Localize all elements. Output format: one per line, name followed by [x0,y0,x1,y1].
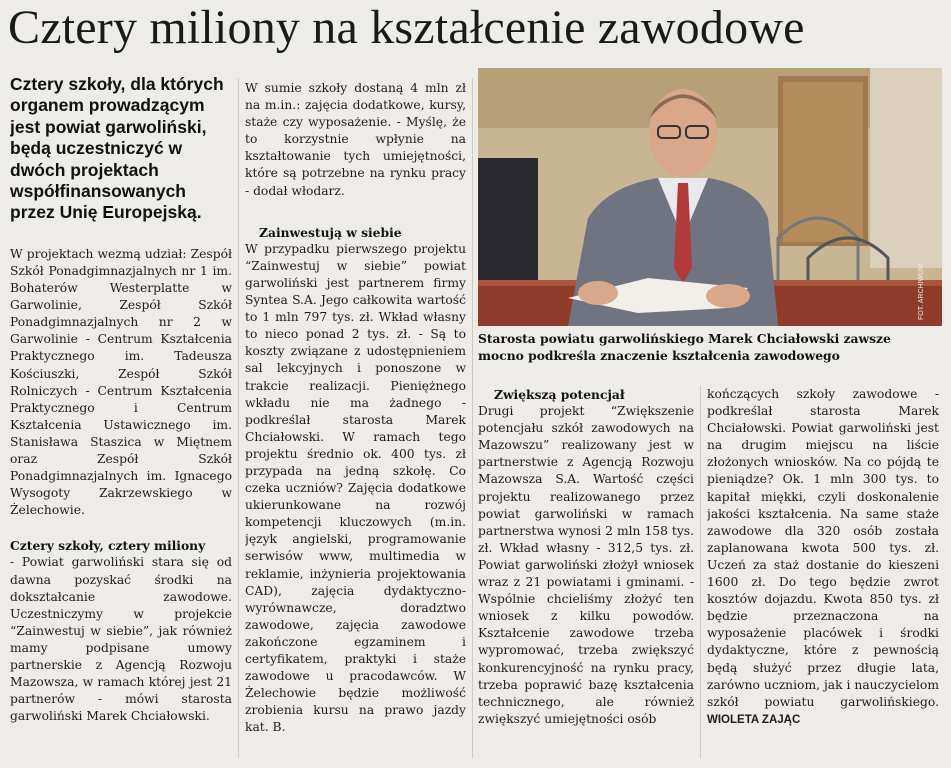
column-2-paragraph-1: W sumie szkoły dostaną 4 mln zł na m.in.: zajęcia dodatkowe, kursy, staże czy wyposażenie. - Myślę, że to korzystnie wpłynie na kształtowanie tych umiejętności, które są potrzebne na rynku pracy - dodał włodarz. [245,81,466,198]
column-2 [245,80,466,764]
column-4-paragraph [707,386,939,729]
column-1 [10,74,232,764]
photo-caption: Starosta powiatu garwolińskiego Marek Chciałowski zawsze mocno podkreśla znaczenie kształcenia zawodowego [478,331,891,364]
column-3-paragraph: Drugi projekt “Zwiększenie potencjału szkół zawodowych na Mazowszu” realizowany jest w partnerstwie z Agencją Rozwoju Mazowsza S.A. Wartość części projektu realizowanego przez powiat garwoliński w ramach partnerstwa wynosi 2 mln 158 tys. zł. Wkład własny - 312,5 tys. zł. Powiat garwoliński złożył wniosek wraz z 21 powiatami i gminami. - Wspólnie chcieliśmy złożyć ten wniosek z kilku powodów. Kształcenie zawodowe trzeba wypromować, trzeba zwiększyć konkurencyjność na rynku pracy, trzeba poprawić bazę kształcenia technicznego, ale również zwiększyć umiejętności osób [478,404,694,726]
article-lead: Cztery szkoły, dla których organem prowadzącym jest powiat garwoliński, będą uczestniczyć w dwóch projektach współfinansowanych przez Unię Europejską. [10,74,224,223]
column-1-paragraph-2: - Powiat garwoliński stara się od dawna pozyskać środki na dokształcanie zawodowe. Uczestniczymy w projekcie “Zainwestuj w siebie”, jak również mamy podpisane umowy partnerskie z Agencją Rozwoju Mazowsza, w ramach której jest 21 partnerów - mówi starosta garwoliński Marek Chciałowski. [10,555,232,724]
starosta-photo-illustration [478,68,942,326]
column-divider [472,78,473,758]
byline-author: WIOLETA ZAJĄC [707,713,801,726]
column-4 [707,386,939,764]
column-2-paragraph-2: W przypadku pierwszego projektu “Zainwestuj w siebie” powiat garwoliński jest partnerem firmy Syntea S.A. Jego całkowita wartość to 1 mln 797 tys. zł. Wkład własny to nieco ponad 2 tys. zł. - Są to koszty związane z udostępnieniem sal lekcyjnych i ponoszone w trakcie realizacji. Pieniężnego wkładu nie ma żadnego - podkreślał starosta Marek Chciałowski. W ramach tego projektu średnio ok. 400 tys. zł przypada na jedną szkołę. Co czeka uczniów? Zajęcia dodatkowe ukierunkowane na rozwój kompetencji kluczowych (m.in. język angielski, programowanie serwisów www, multimedia w reklamie, inżynieria projektowania CAD), zajęcia dydaktyczno-wyrównawcze, doradztwo zawodowe, zajęcia zawodowe zakończone egzaminem i certyfikatem, praktyki i staże zawodowe u pracodawców. W Żelechowie będzie możliwość zrobienia kursu na prawo jazdy kat. B. [245,241,466,735]
subheading-zainwestuja: Zainwestują w siebie [259,224,402,240]
subheading-zwieksza-potencjal: Zwiększą potencjał [494,387,625,402]
column-3 [478,386,694,764]
column-4-text: kończących szkoły zawodowe - podkreślał starosta Marek Chciałowski. Powiat garwoliński jest na drugim miejscu na liście złożonych wniosków. Na co pójdą te pieniądze? Ok. 1 mln 300 tys. to kapitał miękki, czyli doskonalenie jakości kształcenia. Na same staże zawodowe dla 320 osób została zaplanowana kwota 500 tys. zł. Uczeń za staż dostanie do kieszeni 1600 zł. Do tego będzie zwrot kosztów dojazdu. Kwota 850 tys. zł będzie przeznaczona na wyposażenie placówek i środki dydaktyczne, które z pewnością będą służyć przez długie lata, zarówno uczniom, jak i nauczycielom szkół powiatu garwolińskiego. [707,387,939,709]
photo-credit: FOT. ARCHIWUM [918,264,925,320]
column-divider [238,78,239,758]
column-divider [700,386,701,758]
article-photo [478,68,942,326]
article-headline: Cztery miliony na kształcenie zawodowe [8,1,805,54]
subheading-cztery-szkoly: Cztery szkoły, cztery miliony [10,538,206,554]
column-1-paragraph-1: W projektach wezmą udział: Zespół Szkół Ponadgimnazjalnych nr 1 im. Bohaterów Westerplatte w Garwolinie, Zespół Szkół Ponadgimnazjalnych nr 2 w Garwolinie - Centrum Kształcenia Praktycznego im. Tadeusza Kościuszki, Zespół Szkół Rolniczych - Centrum Kształcenia Praktycznego i Centrum Kształcenia Ustawicznego im. Stanisława Staszica w Miętnem oraz Zespół Szkół Ponadgimnazjalnych im. Ignacego Wysogoty Zakrzewskiego w Żelechowie. [10,246,232,518]
